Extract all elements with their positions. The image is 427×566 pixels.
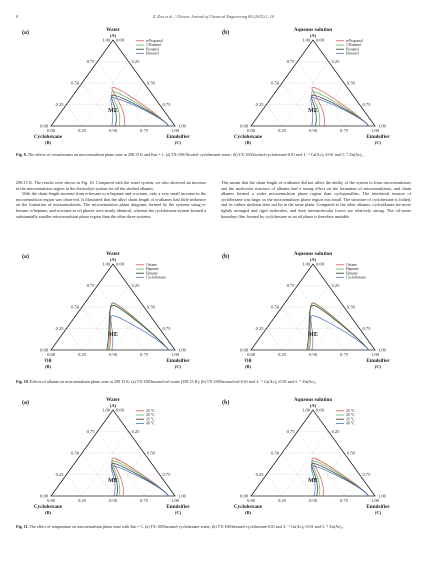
vertex-sub-left: (B) [45, 510, 51, 515]
grid-line [282, 62, 329, 127]
vertex-sub-top: (A) [109, 33, 117, 38]
vertex-label-left: Cyclohexane [33, 134, 63, 140]
tick-label: 0.75 [340, 498, 348, 503]
caption-label: Fig. 10. [16, 379, 29, 384]
tick-label: 0.00 [240, 347, 248, 353]
region-label-me: ME [308, 332, 318, 338]
vertex-label-top: Aqueous solution [293, 251, 333, 257]
tick-label: 0.50 [309, 352, 317, 357]
tick-label: 0.75 [86, 429, 95, 434]
grid-line [282, 286, 329, 351]
grid-line [67, 329, 83, 351]
tick-label: 0.50 [71, 304, 79, 310]
tick-label: 0.00 [47, 352, 55, 357]
legend-label: n-Propanol [346, 39, 363, 43]
tick-label: 0.75 [86, 59, 95, 64]
legend-label: 35 °C [146, 417, 155, 422]
tick-label: 1.00 [371, 498, 379, 503]
vertex-label-right: Emulsifier [366, 358, 390, 364]
phase-boundary-curve [109, 303, 169, 350]
tick-label: 1.00 [171, 352, 179, 357]
tick-label: 0.50 [271, 80, 279, 86]
grid-line [98, 286, 145, 351]
legend-label: 30 °C [346, 413, 355, 418]
tick-label: 0.50 [109, 498, 117, 503]
grid-line [267, 105, 283, 127]
tick-label: 1.00 [371, 352, 379, 357]
tick-label: 1.00 [102, 407, 110, 413]
tick-label: 1.00 [371, 128, 379, 133]
tick-label: 0.00 [240, 493, 248, 499]
ternary-panel [18, 250, 208, 372]
grid-line [67, 475, 83, 497]
tick-label: 0.50 [71, 80, 79, 86]
tick-label: 1.00 [302, 37, 310, 43]
tick-label: 1.00 [178, 123, 186, 129]
tick-label: 0.25 [131, 59, 140, 64]
tick-label: 0.50 [347, 450, 355, 456]
tick-label: 1.00 [378, 347, 386, 353]
caption-text: Effects of alkanes on microemulsion phase zone at 298.15 K. (a) TX-100/hexanol-oil-water (298.15 K); (b) TX-100/hexanol-oil-0.01 mol·L⁻¹ Ca(Ac)₂+0.01 mol·L⁻¹ Zn(Ac)₂. [29, 379, 317, 384]
vertex-label-top: Water [106, 27, 120, 33]
legend-label: Heptane [146, 267, 159, 272]
tick-label: 0.25 [78, 352, 86, 357]
tick-label: 0.00 [40, 493, 48, 499]
figure-10 [18, 250, 409, 372]
vertex-sub-top: (A) [309, 403, 317, 408]
tick-label: 0.75 [286, 59, 295, 64]
figure-10-caption [16, 379, 411, 384]
tick-label: 0.25 [255, 326, 264, 331]
figure-9 [18, 26, 409, 148]
region-label-me: ME [308, 108, 318, 114]
phase-boundary-curve [111, 316, 169, 350]
tick-label: 0.50 [109, 128, 117, 133]
tick-label: 0.75 [286, 283, 295, 288]
tick-label: 0.25 [331, 429, 340, 434]
caption-text: The effect of temperature on microemulsion phase zone with Km = 1. (a) TX-100/hexanol-cyclohexane-water; (b) TX-100/hexanol-cyclohexane-0.01 mol·L⁻¹ Ca(Ac)₂+0.01 mol·L⁻¹ Zn(Ac)₂. [29, 524, 344, 529]
region-label-me: ME [308, 478, 318, 484]
vertex-sub-left: (B) [245, 364, 251, 369]
ternary-diagram [218, 250, 408, 372]
tick-label: 0.25 [55, 326, 64, 331]
tick-label: 0.75 [86, 283, 95, 288]
caption-label: Fig. 11. [16, 524, 29, 529]
tick-label: 0.00 [247, 498, 255, 503]
ternary-diagram [18, 26, 208, 148]
vertex-sub-right: (C) [374, 364, 382, 369]
caption-text: The effects of cosurfactants on microemulsion phase zone at 298.15 K and Km = 1. (a) TX-100/Alcohol-cyclohexane-water; (b) TX-100/alcohol-cyclohexane-0.01 mol·L⁻¹ Ca(Ac)₂+0.01 mol·L⁻¹ Zn(Ac)₂. [27, 152, 364, 157]
legend-label: 30 °C [146, 413, 155, 418]
vertex-label-left: Cyclohexane [33, 504, 63, 510]
legend-label: Hexane [346, 271, 358, 276]
panel-letter: (a) [22, 254, 29, 260]
tick-label: 0.50 [347, 304, 355, 310]
tick-label: 0.25 [131, 283, 140, 288]
ternary-diagram [218, 396, 408, 518]
tick-label: 0.50 [147, 80, 155, 86]
tick-label: 0.25 [131, 429, 140, 434]
phase-boundary-curve [308, 304, 369, 350]
legend-label: Hexanol [346, 51, 359, 56]
grid-line [267, 329, 283, 351]
ternary-panel [218, 396, 408, 518]
tick-label: 1.00 [102, 37, 110, 43]
panel-letter: (b) [222, 400, 230, 406]
tick-label: 0.75 [140, 498, 148, 503]
vertex-label-top: Aqueous solution [293, 397, 333, 403]
tick-label: 0.00 [47, 498, 55, 503]
tick-label: 1.00 [171, 498, 179, 503]
tick-label: 0.75 [362, 472, 371, 477]
tick-label: 0.00 [116, 407, 124, 413]
tick-label: 0.25 [78, 498, 86, 503]
vertex-label-right: Emulsifier [366, 504, 390, 510]
vertex-label-left: Cyclohexane [233, 504, 263, 510]
tick-label: 0.25 [255, 102, 264, 107]
grid-line [298, 286, 345, 351]
vertex-label-top: Water [106, 397, 120, 403]
tick-label: 0.75 [362, 326, 371, 331]
ternary-panel [18, 26, 208, 148]
vertex-sub-left: (B) [245, 510, 251, 515]
tick-label: 1.00 [302, 261, 310, 267]
tick-label: 1.00 [171, 128, 179, 133]
tick-label: 0.00 [47, 128, 55, 133]
tick-label: 1.00 [102, 261, 110, 267]
tick-label: 0.00 [116, 37, 124, 43]
tick-label: 0.25 [78, 128, 86, 133]
grid-line [67, 105, 83, 127]
tick-label: 0.75 [362, 102, 371, 107]
vertex-sub-left: (B) [45, 140, 51, 145]
figure-11-caption [16, 524, 411, 529]
vertex-sub-top: (A) [309, 257, 317, 262]
grid-line [267, 475, 283, 497]
left-column [16, 180, 206, 219]
legend-label: Cyclohexane [146, 275, 166, 280]
vertex-sub-top: (A) [109, 403, 117, 408]
legend-label: n-Propanol [146, 39, 163, 43]
legend-label: 1-Butanol [146, 43, 162, 48]
tick-label: 0.00 [240, 123, 248, 129]
panel-letter: (a) [22, 400, 29, 406]
legend-label: 25 °C [346, 409, 355, 413]
vertex-label-right: Emulsifier [166, 504, 190, 510]
grid-line [82, 286, 129, 351]
vertex-sub-right: (C) [374, 510, 382, 515]
vertex-label-left: Cyclohexane [233, 134, 263, 140]
tick-label: 0.25 [278, 352, 286, 357]
legend-label: 40 °C [346, 421, 355, 426]
tick-label: 0.50 [271, 304, 279, 310]
tick-label: 0.25 [331, 59, 340, 64]
vertex-sub-right: (C) [174, 364, 182, 369]
legend-label: Octane [346, 263, 357, 267]
vertex-sub-top: (A) [109, 257, 117, 262]
ternary-diagram [218, 26, 408, 148]
vertex-sub-right: (C) [174, 510, 182, 515]
tick-label: 0.00 [316, 37, 324, 43]
ternary-diagram [18, 250, 208, 372]
legend-label: Cyclohexane [346, 275, 366, 280]
tick-label: 0.50 [147, 450, 155, 456]
legend-label: Hexane [146, 271, 158, 276]
caption-label: Fig. 9. [16, 152, 27, 157]
tick-label: 0.50 [109, 352, 117, 357]
tick-label: 0.50 [309, 128, 317, 133]
body-text [16, 180, 411, 252]
tick-label: 0.50 [309, 498, 317, 503]
tick-label: 0.75 [162, 472, 171, 477]
tick-label: 0.00 [116, 261, 124, 267]
tick-label: 0.25 [55, 102, 64, 107]
paragraph: This meant that the chain length of n-alkanes did not affect the ability of the system to form microemulsions and the molecular structure of alkanes had a strong effect on the formation of microemulsions, and chain alkanes formed a wider microemulsion phase region than cycloparaffins. The interfacial tension of cyclohexane was large, so the microemulsion phase region was small. The structure of cyclohexane is folded, and its carbon skeleton does not lie in the same plane. Compared to the other alkanes, cycloalkanes are more tightly arranged and rigid molecules, and their intermolecular forces are relatively strong. The oil-water boundary film formed by cyclohexane as an oil phase is therefore unstable [221, 180, 411, 219]
vertex-label-left: Oil [44, 358, 52, 364]
tick-label: 0.50 [347, 80, 355, 86]
panel-letter: (a) [22, 30, 29, 36]
page-number: 8 [16, 14, 19, 19]
legend-label: 1-Butanol [346, 43, 362, 48]
vertex-label-top: Water [106, 251, 120, 257]
tick-label: 0.50 [71, 450, 79, 456]
grid-line [298, 62, 345, 127]
journal-running-title: Z. Zou et al. / Chinese Journal of Chemical Engineering 80 (2025) 1–10 [152, 14, 275, 19]
legend-label: 25 °C [146, 409, 155, 413]
figure-11 [18, 396, 409, 518]
tick-label: 1.00 [378, 493, 386, 499]
legend-label: Octane [146, 263, 157, 267]
legend-label: 40 °C [146, 421, 155, 426]
tick-label: 0.25 [278, 128, 286, 133]
tick-label: 0.75 [286, 429, 295, 434]
page-header [16, 14, 411, 24]
vertex-label-top: Aqueous solution [293, 27, 333, 33]
tick-label: 1.00 [178, 347, 186, 353]
legend-label: Pentanol [346, 47, 360, 52]
tick-label: 0.75 [140, 128, 148, 133]
legend-label: Heptane [346, 267, 359, 272]
legend-label: Pentanol [146, 47, 160, 52]
right-column [221, 180, 411, 219]
vertex-label-right: Emulsifier [166, 358, 190, 364]
tick-label: 0.25 [331, 283, 340, 288]
tick-label: 0.00 [40, 123, 48, 129]
tick-label: 0.00 [247, 352, 255, 357]
legend-label: Hexanol [146, 51, 159, 56]
tick-label: 0.00 [316, 261, 324, 267]
panel-letter: (b) [222, 254, 230, 260]
region-label-me: ME [108, 478, 118, 484]
grid-line [344, 329, 360, 351]
grid-line [98, 62, 145, 127]
phase-boundary-curve [311, 316, 369, 350]
tick-label: 0.00 [40, 347, 48, 353]
vertex-sub-right: (C) [374, 140, 382, 145]
grid-line [82, 62, 129, 127]
tick-label: 0.75 [162, 102, 171, 107]
vertex-sub-left: (B) [45, 364, 51, 369]
tick-label: 0.00 [316, 407, 324, 413]
vertex-label-left: Oil [244, 358, 252, 364]
tick-label: 0.50 [271, 450, 279, 456]
tick-label: 0.25 [278, 498, 286, 503]
ternary-diagram [18, 396, 208, 518]
ternary-panel [218, 26, 408, 148]
region-label-me: ME [108, 108, 118, 114]
vertex-sub-left: (B) [245, 140, 251, 145]
phase-boundary-curve [108, 304, 169, 350]
paragraph: 298.15 K. The results were shown in Fig. 10. Compared with the water system, we also observed an increase in the microemulsion region in the electrolyte system for all the studied alkanes. [16, 180, 206, 191]
tick-label: 1.00 [378, 123, 386, 129]
tick-label: 0.25 [55, 472, 64, 477]
tick-label: 0.25 [255, 472, 264, 477]
vertex-label-right: Emulsifier [366, 134, 390, 140]
tick-label: 0.75 [140, 352, 148, 357]
panel-letter: (b) [222, 30, 230, 36]
tick-label: 0.50 [147, 304, 155, 310]
region-label-me: ME [108, 332, 118, 338]
figure-9-caption [16, 152, 411, 157]
vertex-sub-top: (A) [309, 33, 317, 38]
tick-label: 0.00 [247, 128, 255, 133]
paragraph: With the chain length increase from n-hexane to n-heptane and n-octane, only a very small increase in the microemulsion region was observed. It illustrated that the alkyl chain length of n-alkanes had little influence on the formation of microemulsions. The microemulsion phase diagrams formed by the systems using n-hexane, n-heptane, and n-octane as oil phases were nearly identical, whereas the cyclohexane system formed a substantially smaller microemulsion phase region than the other three systems. [16, 191, 206, 219]
tick-label: 0.75 [340, 128, 348, 133]
grid-line [144, 329, 160, 351]
vertex-label-right: Emulsifier [166, 134, 190, 140]
ternary-panel [218, 250, 408, 372]
ternary-panel [18, 396, 208, 518]
phase-boundary-curve [309, 303, 369, 350]
tick-label: 1.00 [178, 493, 186, 499]
tick-label: 1.00 [302, 407, 310, 413]
legend-label: 35 °C [346, 417, 355, 422]
tick-label: 0.75 [340, 352, 348, 357]
tick-label: 0.75 [162, 326, 171, 331]
vertex-sub-right: (C) [174, 140, 182, 145]
